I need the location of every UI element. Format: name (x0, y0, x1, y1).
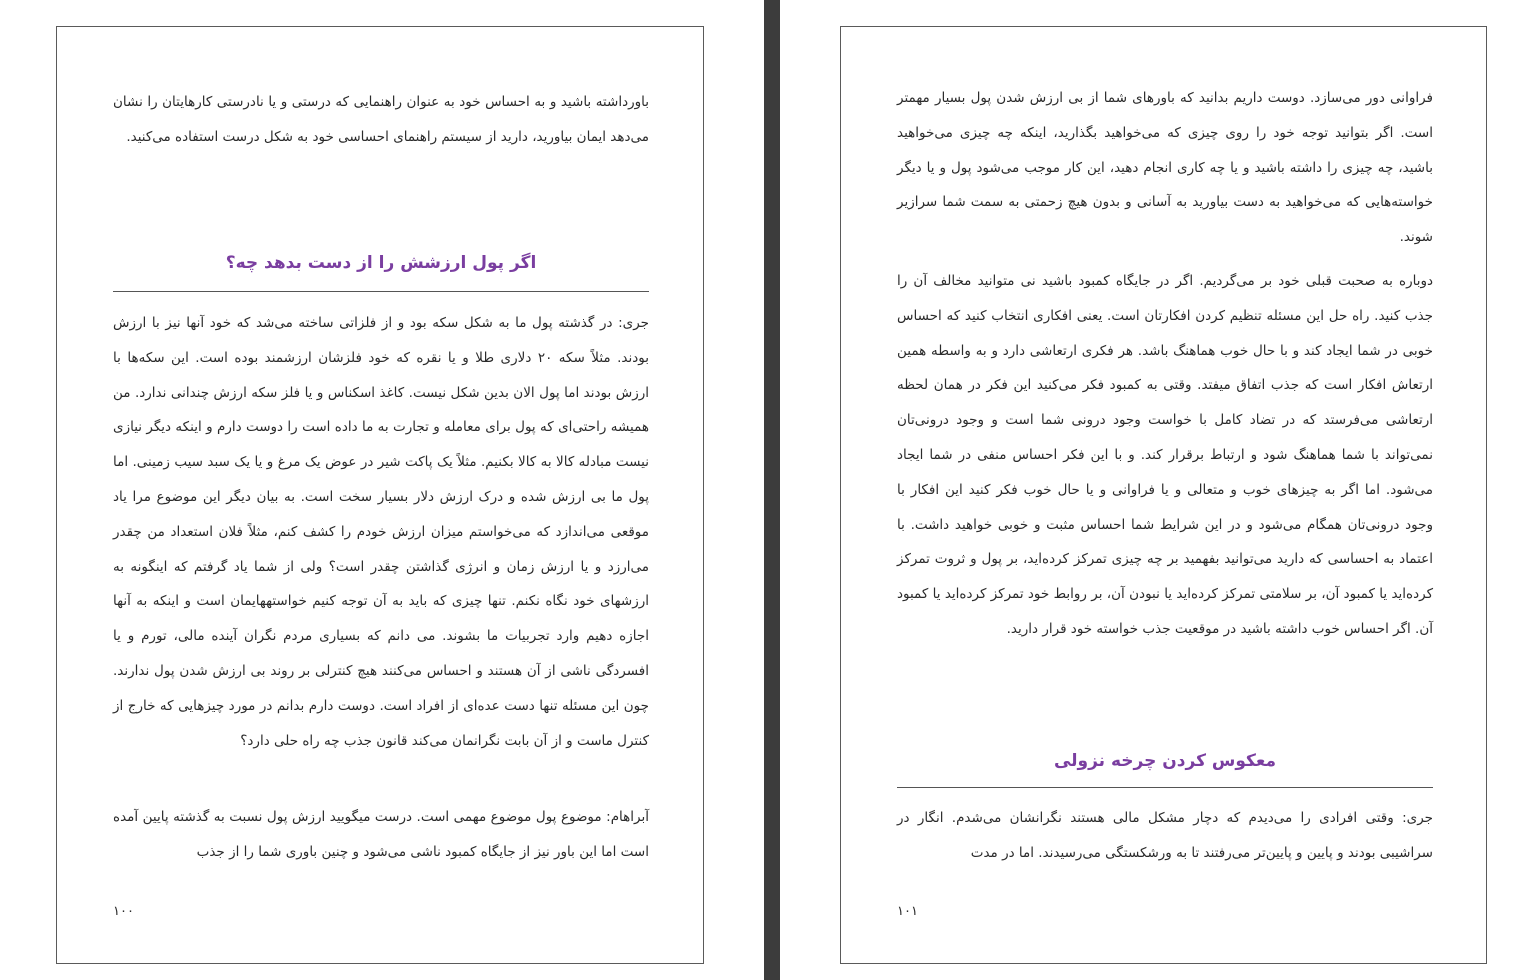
book-spine (764, 0, 780, 980)
left-paragraph-2: جری: در گذشته پول ما به شکل سکه بود و از فلزاتی ساخته می‌شد که خود آنها نیز با ارزش بودند. مثلاً سکه ۲۰ دلاری طلا و یا نقره که خود فلزشان ارزشمند بوده است. این سکه‌ها با ارزش بودند اما پول الان بدین شکل نیست. کاغذ اسکناس و یا فلز سکه ارزش چندانی ندارد. من همیشه راحتی‌ای که پول برای معامله و تجارت به ما داده است را دوست دارم و اینکه دیگر نیازی نیست مبادله کالا به کالا بکنیم. مثلاً یک پاکت شیر در عوض یک مرغ و یا یک سبد سیب زمینی. اما پول ما بی ارزش شده و درک ارزش دلار بسیار سخت است. به بیان دیگر این موضوع مرا یاد موقعی می‌اندازد که می‌خواستم میزان ارزش خودم را کشف کنم، مثلاً فلان استعداد من چقدر می‌ارزد و یا ارزش زمان و انرژی گذاشتن چقدر است؟ ولی از شما یاد گرفتم که اینگونه به ارزشهای خود نگاه نکنم. تنها چیزی که باید به آن توجه کنیم خواستههایمان است و اینکه به آنها اجازه دهیم وارد تجربیات ما بشوند. می دانم که بسیاری مردم نگران آینده مالی، تورم و یا افسردگی ناشی از آن هستند و احساس می‌کنند هیچ کنترلی بر روند بی ارزش شدن پول ندارند. چون این مسئله تنها دست عده‌ای از افراد است. دوست دارم بدانم در مورد چیزهایی که خارج از کنترل ماست و از آن بابت نگرانمان می‌کند قانون جذب چه راه حلی دارد؟ (113, 315, 649, 749)
left-page (56, 26, 704, 964)
left-section-heading: اگر پول ارزشش را از دست بدهد چه؟ (225, 253, 537, 273)
right-section-heading: معکوس کردن چرخه نزولی (1053, 751, 1277, 771)
left-page-number: ۱۰۰ (113, 904, 134, 919)
right-page-number: ۱۰۱ (897, 904, 918, 919)
right-heading-rule (897, 787, 1433, 788)
right-page (840, 26, 1487, 964)
left-heading-rule (113, 291, 649, 292)
right-paragraph-1: فراوانی دور می‌سازد. دوست داریم بدانید که باورهای شما از بی ارزش شدن پول بسیار مهمتر است. اگر بتوانید توجه خود را روی چیزی که می‌خواهید بگذارید، اینکه چه چیزی می‌خواهید باشید، چه چیزی را داشته باشید و یا چه کاری انجام دهید، این کار موجب می‌شود پول و یا دیگر خواسته‌هایی که می‌خواهید به دست بیاورید به آسانی و بدون هیچ زحمتی به سمت شما سرازیر شوند. (897, 90, 1433, 246)
right-paragraph-3: جری: وقتی افرادی را می‌دیدم که دچار مشکل مالی هستند نگرانشان می‌شدم. انگار در سراشیبی بودند و پایین و پایین‌تر می‌رفتند تا به ورشکستگی می‌رسیدند. اما در مدت (897, 810, 1433, 861)
left-paragraph-3: آبراهام: موضوع پول موضوع مهمی است. درست میگویید ارزش پول نسبت به گذشته پایین آمده است اما این باور نیز از جایگاه کمبود ناشی می‌شود و چنین باوری شما را از جذب (113, 809, 649, 860)
right-paragraph-2: دوباره به صحبت قبلی خود بر می‌گردیم. اگر در جایگاه کمبود باشید نی متوانید مخالف آن را جذب کنید. راه حل این مسئله تنظیم کردن افکارتان است. یعنی افکاری انتخاب کنید که احساس خوبی در شما ایجاد کند و با حال خوب هماهنگ باشد. هر فکری ارتعاشی دارد و به واسطه همین ارتعاش افکار است که جذب اتفاق میفتد. وقتی به کمبود فکر می‌کنید این فکر در همان لحظه ارتعاشی می‌فرستد که در تضاد کامل با خواست وجود درونی شما است و وجود درونی‌تان نمی‌تواند با شما هماهنگ شود و ارتباط برقرار کند. و با این فکر احساس منفی در شما ایجاد می‌شود. اما اگر به چیزهای خوب و متعالی و یا فراوانی و یا حال خوب فکر کنید این افکار با وجود درونی‌تان همگام می‌شود و در این شرایط شما احساس مثبت و خوبی خواهید داشت. با اعتماد به احساسی که دارید می‌توانید بفهمید بر چه چیزی تمرکز کرده‌اید، بر پول و ثروت تمرکز کرده‌اید یا کمبود آن، بر سلامتی تمرکز کرده‌اید یا نبودن آن، بر روابط خود تمرکز کرده‌اید یا کمبود آن. اگر احساس خوب داشته باشید در موقعیت جذب خواسته خود قرار دارید. (897, 273, 1433, 637)
left-paragraph-1: باورداشته باشید و به احساس خود به عنوان راهنمایی که درستی و یا نادرستی کارهایتان را نشان می‌دهد ایمان بیاورید، دارید از سیستم راهنمای احساسی خود به شکل درست استفاده می‌کنید. (113, 94, 649, 145)
